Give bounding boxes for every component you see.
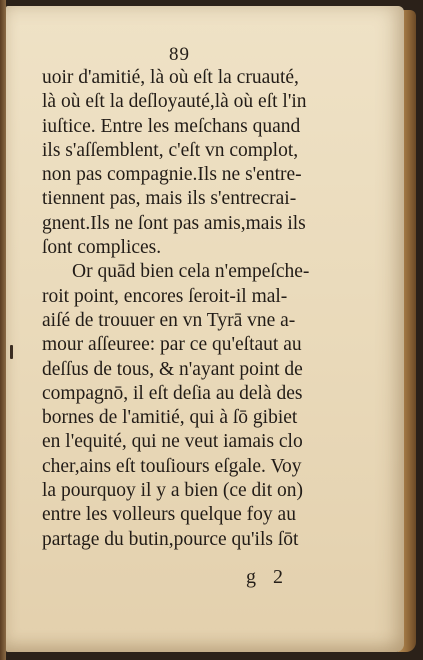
text-line: tiennent pas, mais ils s'entrecrai- bbox=[42, 188, 297, 210]
text-line: entre les volleurs quelque foy au bbox=[42, 504, 296, 526]
text-line: partage du butin,pource qu'ils ſōt bbox=[42, 528, 299, 550]
text-line: mour aſſeuree: par ce qu'eſtaut au bbox=[42, 334, 302, 356]
text-line: gnent.Ils ne ſont pas amis,mais ils bbox=[42, 212, 306, 234]
text-line: cher,ains eſt touſiours eſgale. Voy bbox=[42, 455, 302, 477]
text-line: roit point, encores ſeroit-il mal- bbox=[42, 285, 288, 307]
text-line: ils s'aſſemblent, c'eſt vn complot, bbox=[42, 139, 299, 161]
text-line: deſſus de tous, & n'ayant point de bbox=[42, 358, 303, 380]
text-line: aiſé de trouuer en vn Tyrā vne a- bbox=[42, 309, 296, 331]
page-text bbox=[42, 66, 360, 552]
text-line: uoir d'amitié, là où eſt la cruauté, bbox=[42, 67, 299, 88]
text-line: en l'equité, qui ne veut iamais clo bbox=[42, 431, 303, 453]
text-line: ſont complices. bbox=[42, 237, 162, 259]
margin-mark bbox=[10, 345, 13, 359]
text-line: compagnō, il eſt deſia au delà des bbox=[42, 382, 303, 404]
book-page bbox=[6, 6, 404, 652]
text-line: la pourquoy il y a bien (ce dit on) bbox=[42, 480, 304, 502]
text-line: iuſtice. Entre les meſchans quand bbox=[42, 115, 301, 137]
page-number: 89 bbox=[169, 44, 190, 65]
text-line: là où eſt la deſloyauté,là où eſt l'in bbox=[42, 91, 307, 113]
signature-mark: g 2 bbox=[246, 566, 289, 588]
text-line: non pas compagnie.Ils ne s'entre- bbox=[42, 164, 302, 186]
text-line: Or quād bien cela n'empeſche- bbox=[72, 261, 310, 283]
text-line: bornes de l'amitié, qui à ſō gibiet bbox=[42, 407, 298, 429]
